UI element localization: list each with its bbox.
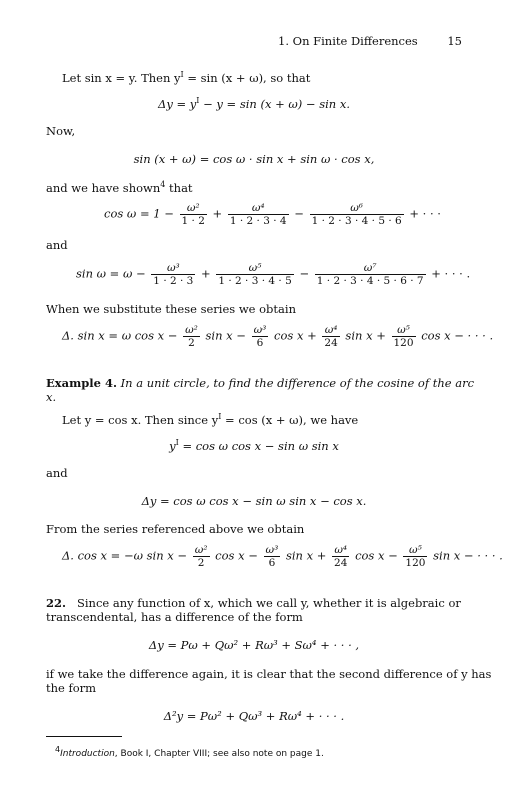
equation-delta-cos: Δ. cos x = −ω sin x − $\frac{\text{ω²}}{2}$ cos x − $\frac{\text{ω³}}{6}$ sin x + $\frac{\text{ω⁴}}{24}$ cos x − $\frac{\text{ω⁵}}{120}$ sin x − · · · . bbox=[62, 544, 503, 569]
equation-delta-y: $\Delta y = y^I - y = \sin (x + \omega) - \sin x$. bbox=[158, 96, 350, 111]
section-number: 22. bbox=[46, 596, 67, 610]
page-number: 15 bbox=[447, 34, 462, 48]
equation-second-difference: Δ²y = Pω² + Qω³ + Rω⁴ + · · · . bbox=[163, 709, 345, 723]
example-4-heading: Example 4. In a unit circle, to find the difference of the cosine of the arc bbox=[46, 376, 475, 390]
section-22-line-4: the form bbox=[46, 681, 97, 695]
equation-delta-cos-def: Δy = cos ω cos x − sin ω sin x − cos x. bbox=[141, 494, 367, 508]
running-header bbox=[278, 34, 462, 48]
section-22-line-3: if we take the difference again, it is clear that the second difference of y has bbox=[46, 667, 492, 681]
section-title: 1. On Finite Differences bbox=[278, 34, 418, 48]
equation-sin-addition: sin (x + ω) = cos ω · sin x + sin ω · cos x, bbox=[133, 152, 375, 166]
paragraph-let-cos: Let y = cos x. Then since $y^I = \cos (x + \omega)$, we have bbox=[62, 412, 359, 427]
paragraph-substitute: When we substitute these series we obtain bbox=[46, 302, 296, 316]
footnote: 4Introduction, Book I, Chapter VIII; see also note on page 1. bbox=[55, 745, 324, 759]
paragraph-let-sin: Let sin x = y. Then $y^I = \sin (x + \omega)$, so that bbox=[62, 70, 311, 85]
footnote-ref: 4 bbox=[160, 180, 166, 189]
equation-y-prime: $y^I = \cos \omega$ cos x − sin ω sin x bbox=[169, 438, 339, 453]
section-22-line-1: 22. Since any function of x, which we call y, whether it is algebraic or bbox=[46, 596, 461, 610]
paragraph-shown: and we have shown$^4$ that bbox=[46, 180, 193, 195]
paragraph-now: Now, bbox=[46, 124, 76, 138]
equation-delta-sin: Δ. sin x = ω cos x − $\frac{\text{ω²}}{2}$ sin x − $\frac{\text{ω³}}{6}$ cos x + $\frac{\text{ω⁴}}{24}$ sin x + $\frac{\text{ω⁵}}{120}$ cos x − · · · . bbox=[62, 324, 494, 349]
paragraph-from-series: From the series referenced above we obtain bbox=[46, 522, 305, 536]
equation-sin-series: sin ω = ω − $\frac{\text{ω³}}{1 \cdot 2 \cdot 3}$ + $\frac{\text{ω⁵}}{1 \cdot 2 \cdot 3 \cdot 4 \cdot 5}$ − $\frac{\text{ω⁷}}{1 \cdot 2 \cdot 3 \cdot 4 \cdot 5 \cdot 6 \cdot 7}$ + · · · . bbox=[76, 262, 471, 287]
paragraph-and-2: and bbox=[46, 466, 68, 480]
equation-delta-y-series: Δy = Pω + Qω² + Rω³ + Sω⁴ + · · · , bbox=[148, 638, 360, 652]
section-22-line-2: transcendental, has a difference of the form bbox=[46, 610, 303, 624]
paragraph-and-1: and bbox=[46, 238, 68, 252]
example-4-continued: x. bbox=[46, 390, 57, 404]
footnote-divider bbox=[46, 736, 122, 737]
equation-cos-series: cos ω = 1 − $\frac{\text{ω²}}{1 \cdot 2}$ + $\frac{\text{ω⁴}}{1 \cdot 2 \cdot 3 \cdot 4}$ − $\frac{\text{ω⁶}}{1 \cdot 2 \cdot 3 \cdot 4 \cdot 5 \cdot 6}$ + · · · bbox=[104, 202, 441, 227]
